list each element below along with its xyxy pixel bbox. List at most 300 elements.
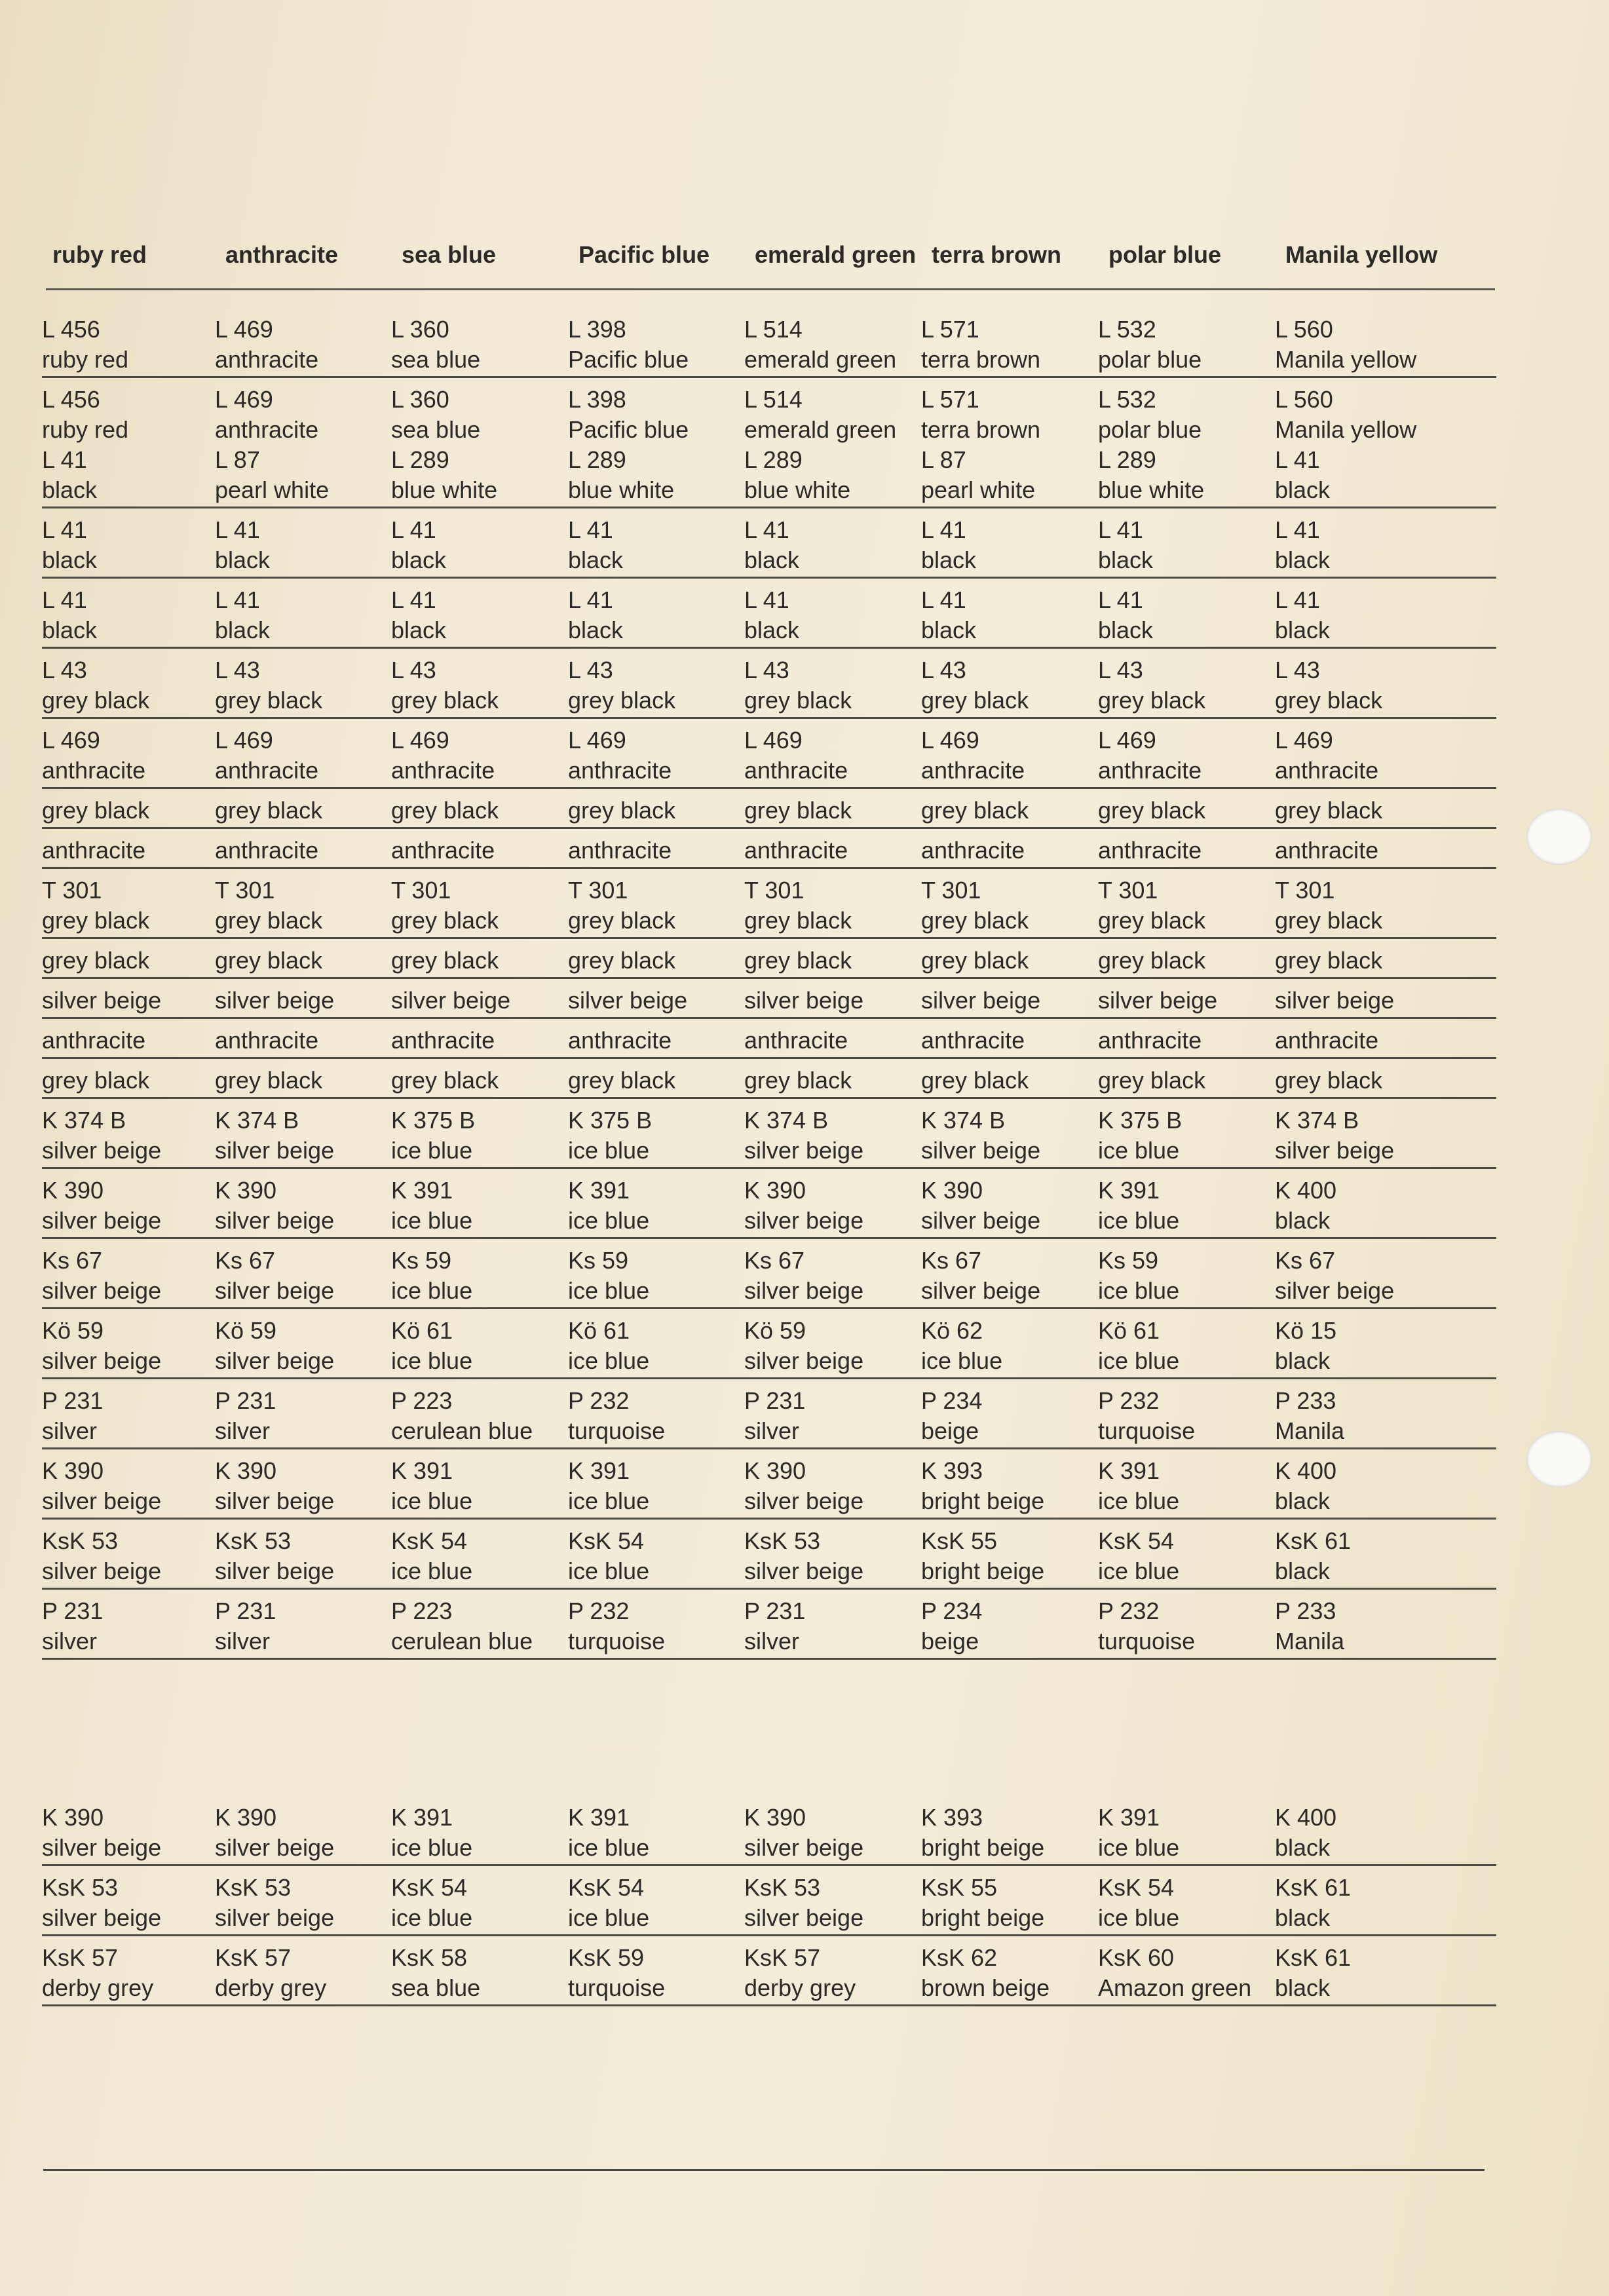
cell-line: anthracite: [215, 416, 319, 443]
cell-line: grey black: [1098, 687, 1206, 714]
cell-line: grey black: [921, 907, 1029, 934]
table-cell: [1098, 1873, 1179, 1933]
cell-line: L 41: [42, 446, 87, 473]
table-cell: [568, 315, 689, 375]
cell-line: P 233: [1275, 1598, 1336, 1624]
cell-line: silver beige: [215, 1207, 335, 1234]
cell-line: anthracite: [1098, 1027, 1202, 1054]
table-cell: [215, 1873, 334, 1933]
cell-line: Manila: [1275, 1417, 1345, 1444]
cell-line: black: [568, 617, 624, 643]
table-row: [42, 1866, 1496, 1936]
cell-line: KsK 54: [1098, 1527, 1175, 1554]
cell-line: ice blue: [921, 1347, 1003, 1374]
cell-line: cerulean blue: [391, 1417, 533, 1444]
table-cell: [1275, 875, 1382, 936]
table-cell: [391, 1386, 533, 1446]
cell-line: grey black: [921, 1067, 1029, 1094]
table-cell: [1275, 655, 1382, 716]
table-cell: [921, 1596, 982, 1656]
table-cell: [1275, 835, 1378, 866]
color-table: [42, 308, 1496, 2006]
table-row: [42, 939, 1496, 979]
cell-line: K 400: [1275, 1804, 1337, 1831]
table-cell: [42, 1386, 103, 1446]
table-row: [42, 1169, 1496, 1239]
table-cell: [391, 835, 495, 866]
table-cell: [215, 985, 334, 1016]
cell-line: T 301: [568, 877, 628, 904]
column-header: sea blue: [402, 241, 497, 268]
table-cell: [568, 875, 675, 936]
cell-line: grey black: [42, 687, 150, 714]
cell-line: black: [1275, 1487, 1331, 1514]
table-cell: [391, 946, 499, 976]
cell-line: anthracite: [215, 837, 319, 864]
table-cell: [921, 1803, 1044, 1863]
cell-line: P 232: [1098, 1387, 1160, 1414]
cell-line: L 87: [921, 446, 966, 473]
table-cell: [391, 1025, 495, 1056]
table-cell: [568, 1176, 649, 1236]
cell-line: ice blue: [1098, 1137, 1180, 1164]
cell-line: black: [1275, 617, 1331, 643]
table-cell: [42, 1246, 161, 1306]
table-cell: [921, 315, 1040, 375]
cell-line: silver beige: [744, 1834, 864, 1861]
cell-line: ice blue: [568, 1277, 650, 1304]
table-cell: [1275, 1873, 1351, 1933]
cell-line: L 560: [1275, 316, 1333, 343]
cell-line: P 233: [1275, 1387, 1336, 1414]
cell-line: L 41: [1098, 586, 1143, 613]
cell-line: P 223: [391, 1387, 453, 1414]
cell-line: black: [1275, 1904, 1331, 1931]
table-row: [42, 719, 1496, 789]
cell-line: black: [42, 546, 98, 573]
cell-line: KsK 53: [215, 1527, 292, 1554]
table-cell: [744, 985, 863, 1016]
cell-line: L 398: [568, 386, 626, 413]
cell-line: L 469: [215, 386, 273, 413]
cell-line: Kö 59: [215, 1317, 277, 1344]
table-cell: [568, 1803, 649, 1863]
cell-line: turquoise: [568, 1417, 666, 1444]
table-cell: [568, 585, 623, 645]
cell-line: grey black: [744, 947, 852, 974]
table-cell: [391, 1316, 472, 1376]
cell-line: grey black: [1098, 947, 1206, 974]
table-cell: [1275, 1456, 1336, 1516]
cell-line: grey black: [391, 687, 499, 714]
table-row: [42, 1796, 1496, 1866]
table-cell: [1098, 585, 1153, 645]
cell-line: black: [1098, 617, 1154, 643]
column-header: polar blue: [1108, 241, 1222, 268]
cell-line: black: [744, 617, 800, 643]
cell-line: silver beige: [744, 1207, 864, 1234]
column-header: anthracite: [225, 241, 339, 268]
cell-line: grey black: [744, 1067, 852, 1094]
table-cell: [215, 1105, 334, 1166]
table-cell: [1275, 585, 1330, 645]
cell-line: grey black: [42, 907, 150, 934]
cell-line: K 390: [744, 1804, 806, 1831]
cell-line: ice blue: [391, 1347, 473, 1374]
cell-line: Kö 59: [42, 1317, 104, 1344]
table-cell: [744, 1596, 805, 1656]
cell-line: grey black: [921, 687, 1029, 714]
cell-line: silver beige: [921, 1137, 1041, 1164]
cell-line: P 234: [921, 1387, 983, 1414]
cell-line: grey black: [568, 797, 676, 824]
cell-line: ice blue: [1098, 1487, 1180, 1514]
table-row: [42, 1520, 1496, 1590]
table-cell: [215, 725, 318, 786]
table-cell: [1098, 1803, 1179, 1863]
cell-line: L 469: [1098, 727, 1156, 754]
cell-line: grey black: [1275, 947, 1383, 974]
cell-line: L 43: [568, 657, 613, 683]
table-cell: [391, 315, 480, 375]
table-cell: [391, 1246, 472, 1306]
cell-line: grey black: [1275, 907, 1383, 934]
cell-line: silver beige: [391, 987, 511, 1014]
cell-line: P 232: [1098, 1598, 1160, 1624]
cell-line: bright beige: [921, 1558, 1045, 1584]
table-bottom-rule: [43, 2169, 1485, 2171]
cell-line: ice blue: [1098, 1558, 1180, 1584]
cell-line: silver: [215, 1628, 271, 1655]
cell-line: sea blue: [391, 346, 481, 373]
table-cell: [391, 1105, 475, 1166]
table-cell: [391, 515, 446, 575]
cell-line: KsK 61: [1275, 1527, 1352, 1554]
cell-line: P 223: [391, 1598, 453, 1624]
cell-line: K 391: [568, 1457, 630, 1484]
cell-line: silver beige: [42, 1487, 162, 1514]
cell-line: T 301: [744, 877, 804, 904]
cell-line: black: [42, 617, 98, 643]
cell-line: ruby red: [42, 416, 129, 443]
table-cell: [744, 1025, 848, 1056]
cell-line: Pacific blue: [568, 346, 689, 373]
cell-line: ice blue: [568, 1487, 650, 1514]
cell-line: anthracite: [921, 837, 1025, 864]
cell-line: ice blue: [1098, 1904, 1180, 1931]
table-cell: [921, 1025, 1025, 1056]
cell-line: silver beige: [215, 1558, 335, 1584]
cell-line: sea blue: [391, 1974, 481, 2001]
cell-line: L 514: [744, 316, 803, 343]
table-cell: [921, 585, 976, 645]
table-cell: [921, 795, 1029, 826]
cell-line: silver beige: [744, 1487, 864, 1514]
table-cell: [1098, 1456, 1179, 1516]
cell-line: L 571: [921, 316, 979, 343]
cell-line: black: [391, 617, 447, 643]
table-cell: [921, 1526, 1044, 1586]
cell-line: Kö 15: [1275, 1317, 1337, 1344]
cell-line: Ks 67: [921, 1247, 982, 1274]
cell-line: black: [744, 546, 800, 573]
cell-line: silver beige: [215, 1834, 335, 1861]
cell-line: P 234: [921, 1598, 983, 1624]
cell-line: anthracite: [1098, 757, 1202, 784]
cell-line: K 400: [1275, 1177, 1337, 1204]
cell-line: P 231: [215, 1598, 276, 1624]
cell-line: KsK 53: [42, 1874, 119, 1901]
table-cell: [921, 1456, 1044, 1516]
table-cell: [1098, 946, 1205, 976]
cell-line: KsK 54: [391, 1874, 468, 1901]
table-cell: [744, 1803, 863, 1863]
cell-line: sea blue: [391, 416, 481, 443]
table-cell: [42, 795, 149, 826]
cell-line: anthracite: [568, 757, 672, 784]
cell-line: L 43: [744, 657, 789, 683]
table-cell: [391, 985, 510, 1016]
cell-line: black: [1275, 1834, 1331, 1861]
cell-line: ice blue: [568, 1347, 650, 1374]
cell-line: grey black: [744, 797, 852, 824]
row-gap: [42, 1660, 1496, 1796]
cell-line: silver beige: [42, 1347, 162, 1374]
table-cell: [744, 1246, 863, 1306]
cell-line: L 469: [42, 727, 100, 754]
table-cell: [921, 725, 1025, 786]
table-cell: [391, 795, 499, 826]
table-cell: [215, 585, 270, 645]
cell-line: anthracite: [42, 837, 146, 864]
cell-line: K 375 B: [568, 1107, 653, 1134]
cell-line: K 375 B: [391, 1107, 476, 1134]
table-cell: [42, 585, 97, 645]
cell-line: K 374 B: [215, 1107, 299, 1134]
cell-line: brown beige: [921, 1974, 1050, 2001]
cell-line: grey black: [1098, 797, 1206, 824]
cell-line: Manila: [1275, 1628, 1345, 1655]
cell-line: pearl white: [921, 476, 1036, 503]
cell-line: black: [1098, 546, 1154, 573]
table-cell: [1098, 385, 1204, 505]
table-cell: [1098, 1943, 1251, 2003]
table-cell: [1098, 1526, 1179, 1586]
cell-line: anthracite: [1275, 757, 1379, 784]
cell-line: L 289: [391, 446, 449, 473]
table-cell: [1275, 515, 1330, 575]
table-cell: [42, 1803, 161, 1863]
table-cell: [215, 1526, 334, 1586]
cell-line: L 514: [744, 386, 803, 413]
cell-line: black: [391, 546, 447, 573]
cell-line: ice blue: [391, 1904, 473, 1931]
cell-line: Ks 67: [42, 1247, 103, 1274]
cell-line: blue white: [744, 476, 851, 503]
table-row: [42, 508, 1496, 579]
cell-line: KsK 62: [921, 1944, 998, 1971]
cell-line: K 390: [921, 1177, 983, 1204]
table-cell: [1098, 1105, 1182, 1166]
table-cell: [215, 1456, 334, 1516]
table-cell: [215, 515, 270, 575]
table-cell: [1098, 875, 1205, 936]
table-cell: [42, 725, 145, 786]
cell-line: blue white: [391, 476, 498, 503]
cell-line: L 41: [744, 586, 789, 613]
cell-line: anthracite: [744, 757, 848, 784]
table-cell: [1098, 835, 1202, 866]
cell-line: grey black: [921, 797, 1029, 824]
table-cell: [215, 946, 322, 976]
cell-line: L 41: [42, 516, 87, 543]
table-cell: [1275, 795, 1382, 826]
cell-line: anthracite: [391, 837, 495, 864]
cell-line: L 469: [1275, 727, 1333, 754]
cell-line: grey black: [215, 797, 323, 824]
cell-line: silver beige: [42, 1558, 162, 1584]
cell-line: ice blue: [568, 1904, 650, 1931]
cell-line: Kö 61: [1098, 1317, 1160, 1344]
table-cell: [1275, 385, 1416, 505]
table-cell: [42, 1105, 161, 1166]
cell-line: polar blue: [1098, 346, 1202, 373]
table-cell: [568, 1943, 665, 2003]
cell-line: Kö 61: [568, 1317, 630, 1344]
table-cell: [42, 1316, 161, 1376]
cell-line: L 571: [921, 386, 979, 413]
cell-line: L 41: [921, 516, 966, 543]
table-cell: [1275, 1943, 1351, 2003]
table-cell: [42, 1456, 161, 1516]
table-cell: [42, 1176, 161, 1236]
cell-line: grey black: [215, 1067, 323, 1094]
cell-line: K 375 B: [1098, 1107, 1183, 1134]
cell-line: anthracite: [1275, 1027, 1379, 1054]
table-cell: [921, 655, 1029, 716]
cell-line: silver beige: [42, 1834, 162, 1861]
table-cell: [215, 1176, 334, 1236]
cell-line: silver beige: [1275, 987, 1395, 1014]
table-cell: [568, 1105, 652, 1166]
cell-line: grey black: [921, 947, 1029, 974]
table-cell: [744, 795, 852, 826]
table-cell: [568, 835, 672, 866]
cell-line: anthracite: [215, 757, 319, 784]
cell-line: grey black: [391, 1067, 499, 1094]
table-cell: [568, 1065, 675, 1096]
cell-line: polar blue: [1098, 416, 1202, 443]
table-cell: [568, 946, 675, 976]
cell-line: K 391: [1098, 1177, 1160, 1204]
cell-line: terra brown: [921, 416, 1041, 443]
table-cell: [921, 1316, 1002, 1376]
cell-line: L 360: [391, 316, 449, 343]
cell-line: T 301: [215, 877, 275, 904]
cell-line: silver: [42, 1628, 98, 1655]
cell-line: anthracite: [1275, 837, 1379, 864]
table-cell: [1098, 1596, 1195, 1656]
cell-line: grey black: [215, 947, 323, 974]
cell-line: L 398: [568, 316, 626, 343]
cell-line: K 390: [42, 1804, 104, 1831]
table-cell: [42, 385, 128, 505]
cell-line: ice blue: [568, 1834, 650, 1861]
cell-line: L 289: [568, 446, 626, 473]
cell-line: Kö 62: [921, 1317, 983, 1344]
cell-line: ice blue: [1098, 1347, 1180, 1374]
column-header: Pacific blue: [578, 241, 710, 268]
cell-line: ice blue: [568, 1137, 650, 1164]
cell-line: L 532: [1098, 386, 1156, 413]
cell-line: L 456: [42, 386, 100, 413]
cell-line: grey black: [1275, 797, 1383, 824]
table-cell: [215, 385, 329, 505]
table-cell: [215, 835, 318, 866]
cell-line: black: [1275, 1207, 1331, 1234]
cell-line: silver beige: [42, 1904, 162, 1931]
cell-line: grey black: [568, 1067, 676, 1094]
cell-line: grey black: [42, 797, 150, 824]
table-cell: [744, 1526, 863, 1586]
cell-line: anthracite: [744, 837, 848, 864]
table-cell: [1275, 1105, 1394, 1166]
table-cell: [921, 1943, 1050, 2003]
table-cell: [1098, 515, 1153, 575]
cell-line: anthracite: [921, 1027, 1025, 1054]
table-row: [42, 1239, 1496, 1309]
table-cell: [568, 1596, 665, 1656]
table-cell: [921, 1386, 982, 1446]
cell-line: silver: [744, 1417, 800, 1444]
cell-line: P 232: [568, 1598, 630, 1624]
cell-line: K 391: [568, 1177, 630, 1204]
table-cell: [391, 1456, 472, 1516]
cell-line: K 393: [921, 1457, 983, 1484]
table-cell: [744, 315, 896, 375]
cell-line: KsK 54: [568, 1527, 645, 1554]
table-cell: [1098, 1176, 1179, 1236]
table-row: [42, 1309, 1496, 1379]
cell-line: K 391: [391, 1177, 453, 1204]
table-row: [42, 869, 1496, 939]
cell-line: silver beige: [744, 987, 864, 1014]
table-cell: [215, 315, 318, 375]
table-cell: [568, 1246, 649, 1306]
table-cell: [744, 1176, 863, 1236]
cell-line: P 231: [42, 1598, 104, 1624]
cell-line: L 43: [391, 657, 436, 683]
cell-line: anthracite: [1098, 837, 1202, 864]
cell-line: L 469: [215, 316, 273, 343]
cell-line: Ks 59: [391, 1247, 452, 1274]
table-cell: [1098, 725, 1202, 786]
table-cell: [215, 1246, 334, 1306]
cell-line: KsK 59: [568, 1944, 645, 1971]
cell-line: blue white: [1098, 476, 1205, 503]
cell-line: K 374 B: [921, 1107, 1006, 1134]
cell-line: L 41: [42, 586, 87, 613]
table-row: [42, 579, 1496, 649]
table-cell: [42, 1873, 161, 1933]
column-header: Manila yellow: [1285, 241, 1438, 268]
cell-line: emerald green: [744, 346, 897, 373]
cell-line: black: [1275, 476, 1331, 503]
table-cell: [744, 585, 799, 645]
cell-line: grey black: [391, 947, 499, 974]
table-cell: [215, 1803, 334, 1863]
cell-line: silver beige: [1275, 1137, 1395, 1164]
